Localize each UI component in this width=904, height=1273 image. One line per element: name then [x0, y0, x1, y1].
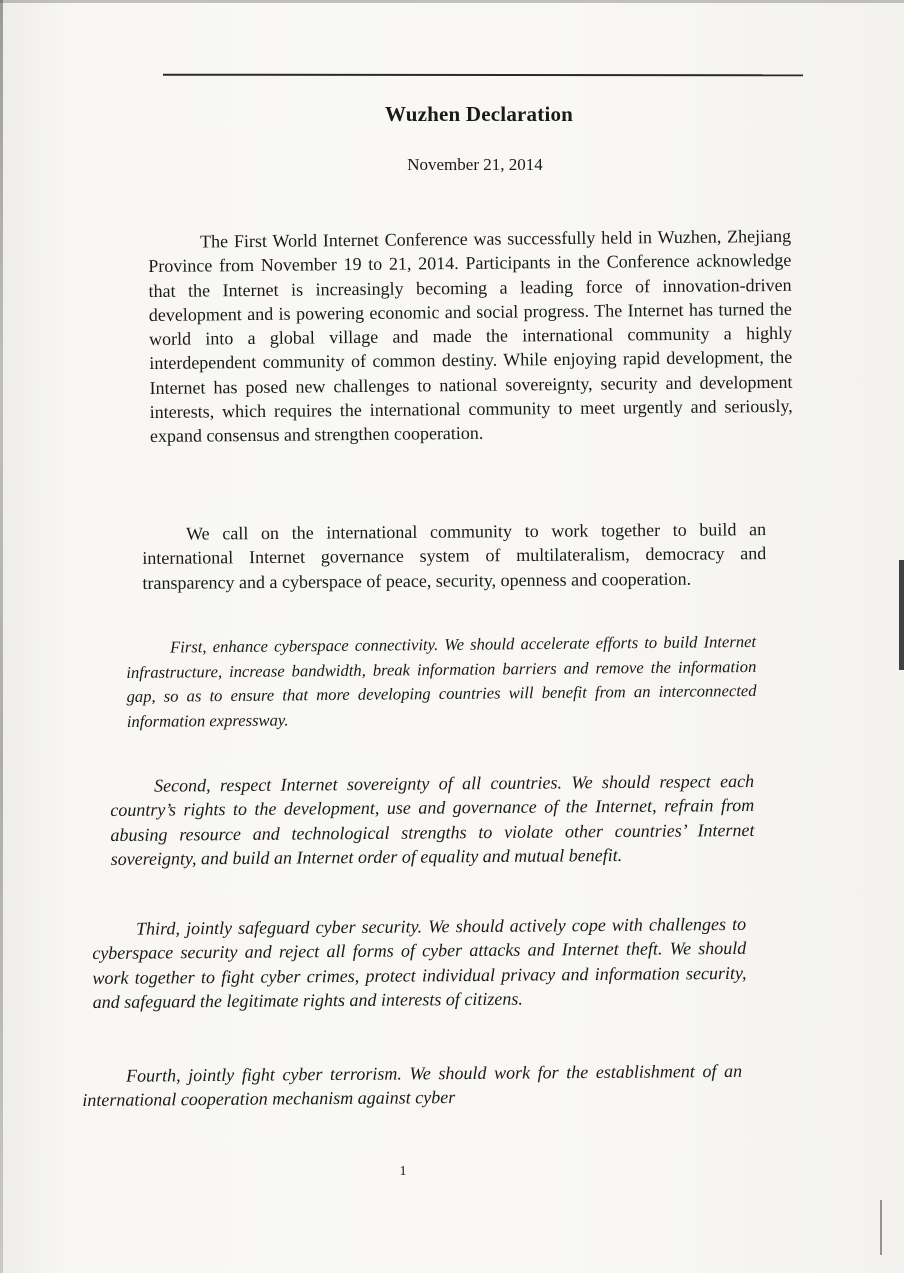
- paragraph-fourth-principle: Fourth, jointly fight cyber terrorism. We should work for the establishment of an international cooperation mechanism against cyber: [82, 1060, 743, 1111]
- scan-edge-top: [0, 0, 904, 3]
- header-rule: [163, 74, 803, 77]
- paragraph-intro: The First World Internet Conference was successfully held in Wuzhen, Zhejiang Province from November 19 to 21, 2014. Participants in the Conference acknowledge that the Internet is increasingly becoming a leading force of innovation-driven development and is powering economic and social progress. The Internet has turned the world into a global village and made the international community a highly interdependent community of common destiny. While enjoying rapid development, the Internet has posed new challenges to national sovereignty, security and development interests, which requires the international community to meet urgently and seriously, expand consensus and strengthen cooperation.: [148, 225, 793, 447]
- scan-edge-right-mark: [880, 1200, 882, 1255]
- paragraph-first-principle: First, enhance cyberspace connectivity. We should accelerate efforts to build Internet infrastructure, increase bandwidth, break information barriers and remove the information gap, so as to ensure that more developing countries will benefit from an interconnected information expressway.: [126, 631, 757, 731]
- document-date: November 21, 2014: [407, 155, 543, 174]
- scan-edge-right-shadow: [899, 560, 904, 670]
- scan-edge-left: [0, 0, 3, 1273]
- paragraph-second-principle: Second, respect Internet sovereignty of all countries. We should respect each country’s rights to the development, use and governance of the Internet, refrain from abusing resource and technological strengths to violate other countries’ Internet sovereignty, and build an Internet order of equality and mutual benefit.: [110, 770, 755, 869]
- page-number: 1: [399, 1164, 407, 1179]
- paragraph-call: We call on the international community to work together to build an international Internet governance system of multilateralism, democracy and transparency and a cyberspace of peace, security, openness and cooperation.: [142, 519, 767, 593]
- document-title: Wuzhen Declaration: [384, 102, 574, 126]
- paragraph-third-principle: Third, jointly safeguard cyber security. We should actively cope with challenges to cyberspace security and reject all forms of cyber attacks and Internet theft. We should work together to fight cyber crimes, protect individual privacy and information security, and safeguard the legitimate rights and interests of citizens.: [92, 913, 747, 1012]
